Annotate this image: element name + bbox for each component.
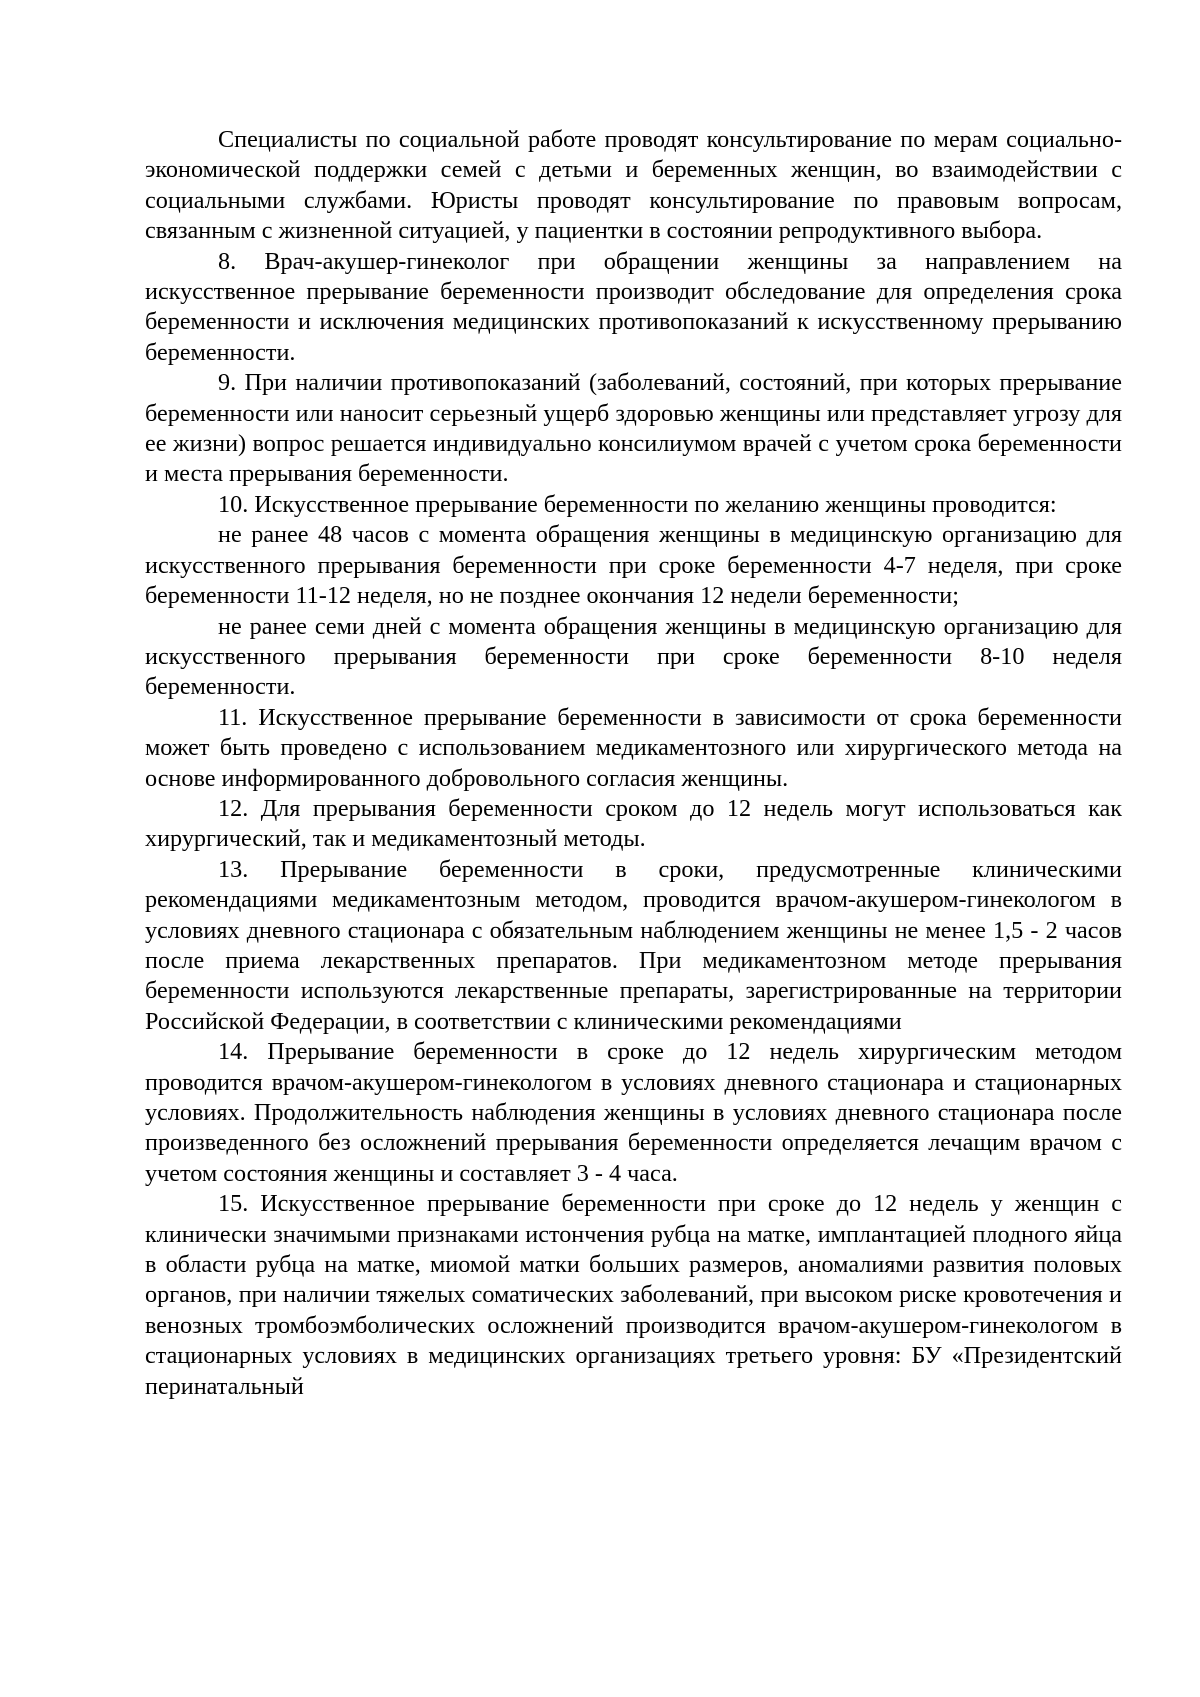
paragraph-item-8: 8. Врач-акушер-гинеколог при обращении женщины за направлением на искусственное прерывание беременности производит обследование для определения срока беременности и исключения медицинских противопоказаний к искусственному прерыванию беременности. [145,247,1122,366]
document-page [145,125,1122,1402]
paragraph-item-14: 14. Прерывание беременности в сроке до 12 недель хирургическим методом проводится врачом-акушером-гинекологом в условиях дневного стационара и стационарных условиях. Продолжительность наблюдения женщины в условиях дневного стационара после произведенного без осложнений прерывания беременности определяется лечащим врачом с учетом состояния женщины и составляет 3 - 4 часа. [145,1038,1122,1187]
paragraph-item-12: 12. Для прерывания беременности сроком до 12 недель могут использоваться как хирургический, так и медикаментозный методы. [145,794,1122,853]
paragraph-item-10-clause-2: не ранее семи дней с момента обращения женщины в медицинскую организацию для искусственного прерывания беременности при сроке беременности 8-10 неделя беременности. [145,612,1122,701]
paragraph-item-15: 15. Искусственное прерывание беременности при сроке до 12 недель у женщин с клинически значимыми признаками истончения рубца на матке, имплантацией плодного яйца в области рубца на матке, миомой матки больших размеров, аномалиями развития половых органов, при наличии тяжелых соматических заболеваний, при высоком риске кровотечения и венозных тромбоэмболических осложнений производится врачом-акушером-гинекологом в стационарных условиях в медицинских организациях третьего уровня: БУ «Президентский перинатальный [145,1190,1122,1400]
paragraph-item-10-clause-1: не ранее 48 часов с момента обращения женщины в медицинскую организацию для искусственного прерывания беременности при сроке беременности 4-7 неделя, при сроке беременности 11-12 неделя, но не позднее окончания 12 недели беременности; [145,521,1122,610]
paragraph-social-workers: Специалисты по социальной работе проводят консультирование по мерам социально-экономической поддержки семей с детьми и беременных женщин, во взаимодействии с социальными службами. Юристы проводят консультирование по правовым вопросам, связанным с жизненной ситуацией, у пациентки в состоянии репродуктивного выбора. [145,126,1122,245]
paragraph-item-9: 9. При наличии противопоказаний (заболеваний, состояний, при которых прерывание беременности или наносит серьезный ущерб здоровью женщины или представляет угрозу для ее жизни) вопрос решается индивидуально консилиумом врачей с учетом срока беременности и места прерывания беременности. [145,369,1122,488]
paragraph-item-13: 13. Прерывание беременности в сроки, предусмотренные клиническими рекомендациями медикаментозным методом, проводится врачом-акушером-гинекологом в условиях дневного стационара с обязательным наблюдением женщины не менее 1,5 - 2 часов после приема лекарственных препаратов. При медикаментозном методе прерывания беременности используются лекарственные препараты, зарегистрированные на территории Российской Федерации, в соответствии с клиническими рекомендациями [145,855,1122,1035]
paragraph-item-11: 11. Искусственное прерывание беременности в зависимости от срока беременности может быть проведено с использованием медикаментозного или хирургического метода на основе информированного добровольного согласия женщины. [145,703,1122,792]
paragraph-item-10: 10. Искусственное прерывание беременности по желанию женщины проводится: [218,490,1057,518]
